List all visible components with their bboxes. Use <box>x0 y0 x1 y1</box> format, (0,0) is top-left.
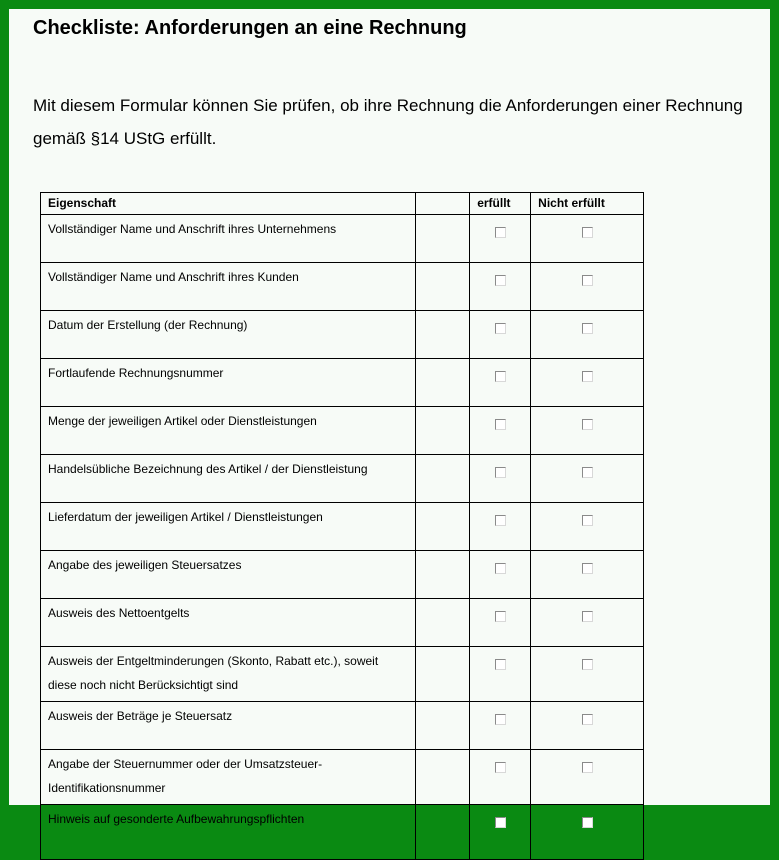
checkbox-nicht-erfuellt[interactable] <box>582 714 593 725</box>
row-label: Menge der jeweiligen Artikel oder Dienstleistungen <box>41 407 416 455</box>
table-row <box>41 805 644 860</box>
checkbox-nicht-erfuellt[interactable] <box>582 323 593 334</box>
row-blank-cell <box>416 702 470 750</box>
table-row <box>41 647 644 702</box>
row-blank-cell <box>416 311 470 359</box>
checkbox-erfuellt[interactable] <box>495 563 506 574</box>
cell-erfuellt <box>470 455 531 503</box>
cell-erfuellt <box>470 599 531 647</box>
checkbox-nicht-erfuellt[interactable] <box>582 515 593 526</box>
row-blank-cell <box>416 647 470 702</box>
table-row <box>41 215 644 263</box>
row-label: Fortlaufende Rechnungsnummer <box>41 359 416 407</box>
row-blank-cell <box>416 805 470 860</box>
row-label: Datum der Erstellung (der Rechnung) <box>41 311 416 359</box>
row-blank-cell <box>416 503 470 551</box>
cell-erfuellt <box>470 805 531 860</box>
checkbox-nicht-erfuellt[interactable] <box>582 817 593 828</box>
cell-erfuellt <box>470 503 531 551</box>
checkbox-nicht-erfuellt[interactable] <box>582 371 593 382</box>
cell-erfuellt <box>470 263 531 311</box>
cell-erfuellt <box>470 359 531 407</box>
checkbox-nicht-erfuellt[interactable] <box>582 275 593 286</box>
cell-nicht-erfuellt <box>531 647 644 702</box>
row-blank-cell <box>416 263 470 311</box>
page-title: Checkliste: Anforderungen an eine Rechnung <box>33 17 467 39</box>
checkbox-erfuellt[interactable] <box>495 275 506 286</box>
cell-erfuellt <box>470 311 531 359</box>
checkbox-erfuellt[interactable] <box>495 515 506 526</box>
row-label: Angabe des jeweiligen Steuersatzes <box>41 551 416 599</box>
cell-nicht-erfuellt <box>531 805 644 860</box>
document-page <box>9 9 770 826</box>
table-row <box>41 359 644 407</box>
intro-text: Mit diesem Formular können Sie prüfen, ob ihre Rechnung die Anforderungen einer Rechnung gemäß §14 UStG erfüllt. <box>33 96 743 148</box>
row-label: Angabe der Steuernummer oder der Umsatzsteuer-Identifikationsnummer <box>41 750 416 805</box>
cell-erfuellt <box>470 407 531 455</box>
row-blank-cell <box>416 359 470 407</box>
cell-nicht-erfuellt <box>531 750 644 805</box>
table-row <box>41 503 644 551</box>
row-label: Ausweis der Beträge je Steuersatz <box>41 702 416 750</box>
checkbox-erfuellt[interactable] <box>495 419 506 430</box>
table-row <box>41 455 644 503</box>
cell-nicht-erfuellt <box>531 599 644 647</box>
cell-nicht-erfuellt <box>531 215 644 263</box>
cell-erfuellt <box>470 551 531 599</box>
row-label: Vollständiger Name und Anschrift ihres Kunden <box>41 263 416 311</box>
cell-erfuellt <box>470 702 531 750</box>
header-erfuellt: erfüllt <box>470 193 531 215</box>
row-label: Lieferdatum der jeweiligen Artikel / Dienstleistungen <box>41 503 416 551</box>
row-blank-cell <box>416 215 470 263</box>
row-label: Ausweis des Nettoentgelts <box>41 599 416 647</box>
table-header-row <box>41 193 644 215</box>
checkbox-erfuellt[interactable] <box>495 467 506 478</box>
checkbox-nicht-erfuellt[interactable] <box>582 762 593 773</box>
table-row <box>41 311 644 359</box>
cell-nicht-erfuellt <box>531 702 644 750</box>
row-blank-cell <box>416 599 470 647</box>
cell-erfuellt <box>470 647 531 702</box>
row-label: Handelsübliche Bezeichnung des Artikel / der Dienstleistung <box>41 455 416 503</box>
checkbox-nicht-erfuellt[interactable] <box>582 611 593 622</box>
checkbox-nicht-erfuellt[interactable] <box>582 227 593 238</box>
header-nicht-erfuellt: Nicht erfüllt <box>531 193 644 215</box>
checkbox-erfuellt[interactable] <box>495 371 506 382</box>
checkbox-erfuellt[interactable] <box>495 817 506 828</box>
checkbox-erfuellt[interactable] <box>495 762 506 773</box>
cell-erfuellt <box>470 215 531 263</box>
cell-nicht-erfuellt <box>531 359 644 407</box>
checkbox-erfuellt[interactable] <box>495 611 506 622</box>
checkbox-erfuellt[interactable] <box>495 714 506 725</box>
cell-nicht-erfuellt <box>531 503 644 551</box>
table-row <box>41 599 644 647</box>
checkbox-nicht-erfuellt[interactable] <box>582 563 593 574</box>
checkbox-erfuellt[interactable] <box>495 323 506 334</box>
checkbox-nicht-erfuellt[interactable] <box>582 419 593 430</box>
checkbox-nicht-erfuellt[interactable] <box>582 467 593 478</box>
checkbox-erfuellt[interactable] <box>495 659 506 670</box>
row-blank-cell <box>416 407 470 455</box>
header-eigenschaft: Eigenschaft <box>41 193 416 215</box>
row-blank-cell <box>416 551 470 599</box>
table-row <box>41 407 644 455</box>
table-row <box>41 263 644 311</box>
cell-nicht-erfuellt <box>531 407 644 455</box>
cell-nicht-erfuellt <box>531 551 644 599</box>
table-row <box>41 750 644 805</box>
row-blank-cell <box>416 455 470 503</box>
cell-erfuellt <box>470 750 531 805</box>
row-blank-cell <box>416 750 470 805</box>
checklist-table <box>40 192 644 860</box>
checkbox-erfuellt[interactable] <box>495 227 506 238</box>
row-label: Vollständiger Name und Anschrift ihres Unternehmens <box>41 215 416 263</box>
cell-nicht-erfuellt <box>531 311 644 359</box>
header-blank <box>416 193 470 215</box>
row-label: Hinweis auf gesonderte Aufbewahrungspflichten <box>41 805 416 860</box>
checkbox-nicht-erfuellt[interactable] <box>582 659 593 670</box>
row-label: Ausweis der Entgeltminderungen (Skonto, Rabatt etc.), soweit diese noch nicht Berücksichtigt sind <box>41 647 416 702</box>
table-row <box>41 551 644 599</box>
cell-nicht-erfuellt <box>531 263 644 311</box>
cell-nicht-erfuellt <box>531 455 644 503</box>
table-row <box>41 702 644 750</box>
